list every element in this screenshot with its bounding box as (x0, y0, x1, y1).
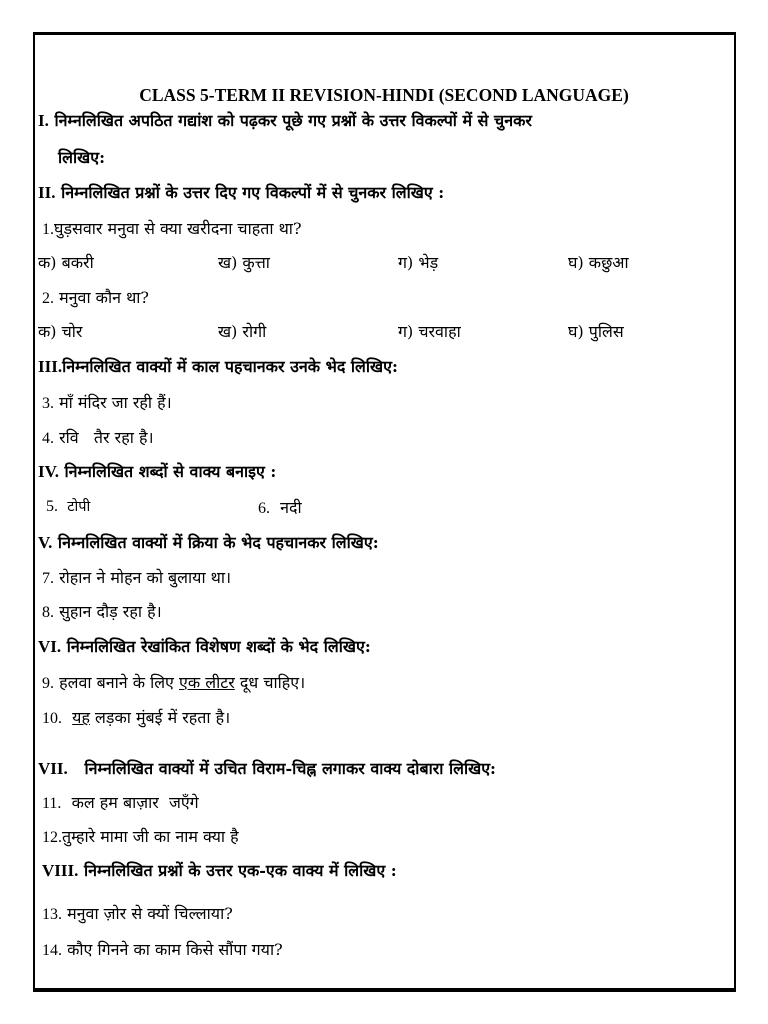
section-number: IV. (38, 462, 59, 481)
question-14 (42, 939, 283, 962)
section-text: निम्नलिखित वाक्यों में काल पहचानकर उनके भेद लिखिए: (62, 357, 398, 376)
question-number: 13. (42, 906, 62, 923)
question-number: 3. (42, 395, 54, 412)
question-text: लड़का मुंबई में रहता है। (89, 708, 231, 727)
section-number: V. (38, 533, 53, 552)
question-number: 10. (42, 710, 62, 727)
section-number: VIII. (42, 861, 79, 880)
underlined-adjective: एक लीटर (179, 673, 235, 692)
question-10 (42, 707, 230, 730)
question-text: घुड़सवार मनुवा से क्या खरीदना चाहता था? (54, 219, 302, 238)
section-number: II. (38, 183, 56, 202)
section-7-heading (38, 758, 496, 780)
section-text: निम्नलिखित प्रश्नों के उत्तर एक-एक वाक्य में लिखिए : (83, 861, 397, 880)
question-text: कल हम बाज़ार जएँगे (71, 793, 199, 812)
question-number: 6. (258, 500, 270, 517)
question-number: 12. (42, 829, 62, 846)
q2-option-a: क) चोर (38, 322, 83, 341)
q2-option-b: ख) रोगी (218, 322, 267, 341)
question-text: मनुवा ज़ोर से क्यों चिल्लाया? (67, 904, 233, 923)
question-number: 8. (42, 604, 54, 621)
question-9 (42, 672, 305, 695)
section-8-heading (42, 860, 397, 882)
section-text: निम्नलिखित प्रश्नों के उत्तर दिए गए विकल्पों में से चुनकर लिखिए : (61, 183, 445, 202)
question-text: नदी (280, 498, 302, 517)
question-text: कौए गिनने का काम किसे सौंपा गया? (67, 940, 283, 959)
question-text: रोहान ने मोहन को बुलाया था। (59, 568, 232, 587)
q2-option-c: ग) चरवाहा (398, 322, 461, 341)
question-11 (42, 792, 199, 815)
question-number: 14. (42, 942, 62, 959)
question-text: हलवा बनाने के लिए (59, 673, 179, 692)
question-text-end: दूध चाहिए। (234, 673, 306, 692)
q1-option-d: घ) कछुआ (568, 253, 629, 272)
question-7 (42, 567, 231, 590)
question-number: 5. (46, 498, 58, 515)
section-number: I. (38, 111, 49, 130)
underlined-adjective: यह (72, 708, 90, 727)
q2-option-d: घ) पुलिस (568, 322, 624, 341)
question-text: तुम्हारे मामा जी का नाम क्या है (62, 827, 239, 846)
question-text: माँ मंदिर जा रही हैं। (59, 393, 172, 412)
question-text: सुहान दौड़ रहा है। (59, 602, 162, 621)
section-text: निम्नलिखित वाक्यों में क्रिया के भेद पहचानकर लिखिए: (57, 533, 379, 552)
q1-option-b: ख) कुत्ता (218, 253, 270, 272)
question-number: 2. (42, 290, 54, 307)
section-number: III. (38, 357, 63, 376)
question-2 (42, 287, 149, 310)
section-text: निम्नलिखित रेखांकित विशेषण शब्दों के भेद लिखिए: (66, 637, 371, 656)
question-text: टोपी (67, 499, 91, 515)
section-number: VII. (38, 759, 68, 778)
question-number: 7. (42, 570, 54, 587)
question-number: 9. (42, 675, 54, 692)
section-1-heading (38, 110, 532, 132)
section-3-heading (38, 356, 398, 378)
question-3 (42, 392, 172, 415)
section-text: निम्नलिखित शब्दों से वाक्य बनाइए : (64, 462, 277, 481)
section-text: निम्नलिखित अपठित गद्यांश को पढ़कर पूछे गए प्रश्नों के उत्तर विकल्पों में से चुनकर (54, 111, 532, 130)
question-number: 1. (42, 221, 54, 238)
section-4-heading (38, 461, 276, 483)
question-5 (46, 496, 90, 518)
section-2-heading (38, 182, 444, 204)
worksheet-title: CLASS 5-TERM II REVISION-HINDI (SECOND LANGUAGE) (139, 85, 629, 105)
section-number: VI. (38, 637, 62, 656)
question-13 (42, 903, 233, 926)
q1-option-c: ग) भेड़ (398, 253, 439, 272)
question-6 (258, 497, 302, 520)
question-number: 4. (42, 430, 54, 447)
q1-option-a: क) बकरी (38, 253, 94, 272)
question-text: मनुवा कौन था? (59, 288, 150, 307)
question-1 (42, 218, 302, 241)
section-text: निम्नलिखित वाक्यों में उचित विराम-चिह्न लगाकर वाक्य दोबारा लिखिए: (84, 759, 496, 778)
section-5-heading (38, 532, 379, 554)
question-12 (42, 826, 239, 849)
section-6-heading (38, 636, 371, 658)
question-text: रवि तैर रहा है। (59, 428, 154, 447)
question-8 (42, 601, 162, 624)
question-number: 11. (42, 795, 62, 812)
question-4 (42, 427, 154, 450)
section-1-heading-cont: लिखिए: (58, 148, 105, 167)
